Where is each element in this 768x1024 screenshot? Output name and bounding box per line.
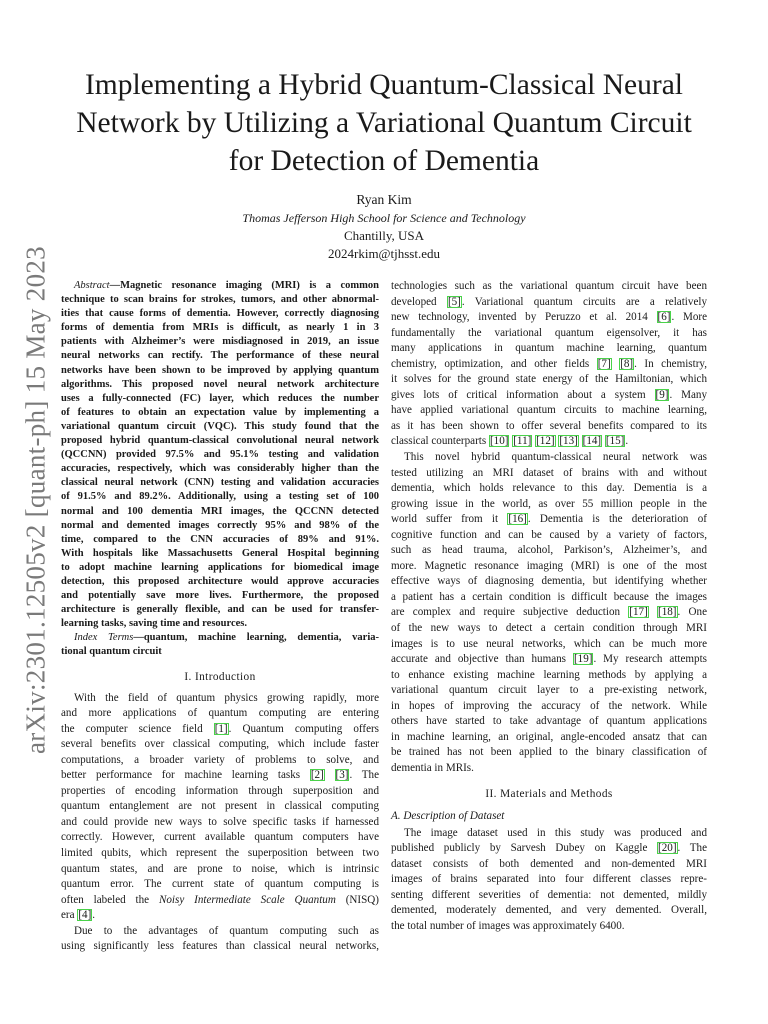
citation-link[interactable]: [19] <box>573 653 593 666</box>
text-line: quantum states, and are prone to noise, which is intrinsic <box>61 862 379 875</box>
text-line: of the new ways to detect a certain condition through MRI <box>391 622 707 635</box>
text-line: demented, moderately demented, and very demented. Overall, <box>391 904 707 917</box>
abstract-line: accuracies, respectively, which was considerably higher than the <box>61 463 379 475</box>
right-column <box>391 279 707 934</box>
text-line: cognitive function and can be caused by a variety of factors, <box>391 528 707 541</box>
text-line: technologies such as the variational quantum circuit have been <box>391 280 707 292</box>
abstract-line: neural networks can rectify. The performance of these neural <box>61 350 379 362</box>
abstract-line: normal and demented images correctly 95% and 98% of the <box>61 519 379 531</box>
text-line: using significantly less features than classical neural networks, <box>61 940 379 953</box>
text-line: and could provide new ways to solve specific tasks if harnessed <box>61 815 379 828</box>
citation-link[interactable]: [11] <box>513 435 532 448</box>
abstract-line: of 91.5% and 89.2%. Additionally, using a testing set of 100 <box>61 491 379 503</box>
citation-link[interactable]: [3] <box>335 769 349 782</box>
section-heading-introduction: I. Introduction <box>184 670 256 683</box>
citation-link[interactable]: [1] <box>214 722 228 735</box>
text-line: published publicly by Sarvesh Dubey on Kaggle [20]. The <box>391 842 707 855</box>
text-line: dementia, which holds relevance to this day. Dementia is a <box>391 482 707 495</box>
author-block <box>0 191 768 263</box>
abstract-line: of features to obtain an expectation value by implementing a <box>61 406 379 418</box>
abstract <box>61 279 379 631</box>
text-line: The image dataset used in this study was produced and <box>404 826 707 839</box>
index-terms-line: tional quantum circuit <box>61 646 162 658</box>
citation-link[interactable]: [5] <box>447 295 461 308</box>
citation-link[interactable]: [7] <box>597 357 611 370</box>
text-line: often labeled the Noisy Intermediate Scale Quantum (NISQ) <box>61 893 379 906</box>
citation-link[interactable]: [8] <box>620 357 634 370</box>
intro-paragraph-3 <box>391 450 707 776</box>
citation-link[interactable]: [2] <box>310 769 324 782</box>
section-heading-materials-methods: II. Materials and Methods <box>485 787 613 800</box>
citation-link[interactable]: [13] <box>559 435 578 448</box>
author-email[interactable]: 2024rkim@tjhsst.edu <box>328 246 440 261</box>
intro-paragraph-2 <box>61 924 379 955</box>
abstract-line: uses a fully-connected (FC) layer, which reduces the number <box>61 392 379 404</box>
abstract-line: time, compared to the CNN accuracies of 89% and 91%. <box>61 533 379 545</box>
text-line: the total number of images was approximately 6400. <box>391 919 625 932</box>
text-line: new technology, invented by Peruzzo et al. 2014 [6]. More <box>391 311 707 324</box>
abstract-label: Abstract <box>74 280 110 291</box>
text-line: many applications in quantum machine learning, quantum <box>391 342 707 355</box>
citation-link[interactable]: [9] <box>655 388 669 401</box>
left-column <box>61 279 379 955</box>
citation-link[interactable]: [14] <box>582 435 602 448</box>
text-line: images is to use neural networks, which can be much more <box>391 637 707 650</box>
paper-title <box>40 66 728 180</box>
author-affiliation: Thomas Jefferson High School for Science and Technology <box>242 211 526 225</box>
abstract-line: classical neural network (CNN) testing and validation accuracies <box>61 477 379 489</box>
arxiv-identifier-text: arXiv:2301.12505v2 [quant-ph] 15 May 2023 <box>20 246 51 754</box>
text-line: be trained has not been applied to the binary classification of <box>391 746 707 759</box>
arxiv-side-identifier <box>14 246 58 754</box>
abstract-line: detection, this proposed architecture would approve accuracies <box>61 575 379 587</box>
index-terms-line: Index Terms—quantum, machine learning, dementia, varia- <box>74 632 379 644</box>
abstract-line: algorithms. This proposed novel neural network architecture <box>61 378 379 390</box>
text-line: are complex and require subjective deduction [17] [18]. One <box>391 606 707 619</box>
text-line: have applied variational quantum circuits to machine learning, <box>391 404 707 417</box>
text-line: as it has been shown to offer several benefits compared to its <box>391 419 707 432</box>
abstract-line: With hospitals like Massachusetts General Hospital beginning <box>61 547 379 559</box>
text-line: properties of encoding information through superposition and <box>61 784 379 797</box>
text-line: it solves for the ground state energy of the Hamiltonian, which <box>391 373 707 386</box>
text-line: such as head trauma, alcohol, Parkison’s, Alzheimer’s, and <box>391 544 707 557</box>
citation-link[interactable]: [10] <box>489 435 509 448</box>
text-line: growing issue in the world, as over 55 million people in the <box>391 497 707 510</box>
author-name: Ryan Kim <box>356 192 412 207</box>
abstract-line: architecture is generally flexible, and can be used for transfer- <box>61 604 379 616</box>
abstract-line: (QCCNN) provided 97.5% and 95.1% testing and validation <box>61 449 379 461</box>
citation-link[interactable]: [15] <box>605 435 625 448</box>
abstract-line: technique to scan brains for strokes, tumors, and other abnormal- <box>61 294 379 306</box>
text-line: dataset consists of both demented and non-demented MRI <box>391 857 707 870</box>
abstract-line: and potentially save more lives. Furthermore, the proposed <box>61 590 379 602</box>
text-line: and more applications of quantum computing are entering <box>61 707 379 720</box>
abstract-line: variational quantum circuit (VQC). This study found that the <box>61 420 379 432</box>
text-line: dementia in MRIs. <box>391 761 474 774</box>
abstract-line: to adopt machine learning applications for biomedical image <box>61 561 379 573</box>
dataset-paragraph <box>391 826 707 935</box>
abstract-line: normal and 100 dementia MRI images, the QCCNN detected <box>61 505 379 517</box>
text-line: variational quantum circuit layer to a pre-existing network, <box>391 684 707 697</box>
citation-link[interactable]: [4] <box>78 909 92 922</box>
text-line: effective ways of diagnosing dementia, but identifying whether <box>391 575 707 588</box>
text-line: in hopes of improving the accuracy of the network. While <box>391 699 707 712</box>
text-line: This novel hybrid quantum-classical neural network was <box>404 451 707 464</box>
citation-link[interactable]: [20] <box>658 842 677 855</box>
citation-link[interactable]: [12] <box>536 435 555 448</box>
title-line: for Detection of Dementia <box>228 145 540 177</box>
text-line: the computer science field [1]. Quantum computing offers <box>61 722 379 735</box>
abstract-line: networks have been shown to be improved by applying quantum <box>61 364 379 376</box>
text-line: developed [5]. Variational quantum circuits are a relatively <box>391 295 707 308</box>
text-line: Due to the advantages of quantum computing such as <box>74 924 379 937</box>
abstract-line: patients with Alzheimer’s were misdiagnosed in 2019, an issue <box>61 336 379 348</box>
title-line: Implementing a Hybrid Quantum-Classical Neural <box>84 69 684 101</box>
abstract-line: ities that cause forms of dementia. However, correctly diagnosing <box>61 308 379 320</box>
text-line: to enhance existing machine learning methods by applying a <box>391 668 707 681</box>
text-line: computations, a broader variety of problems to solve, and <box>61 753 379 766</box>
citation-link[interactable]: [18] <box>658 606 677 619</box>
abstract-line: Abstract—Magnetic resonance imaging (MRI) is a common <box>74 280 379 291</box>
text-line: correctly. However, current available quantum computers have <box>61 831 379 844</box>
text-line: images of brains separated into four different classes repre- <box>391 873 707 886</box>
citation-link[interactable]: [17] <box>629 606 648 619</box>
text-line: more. Magnetic resonance imaging (MRI) is one of the most <box>391 559 707 572</box>
text-line: others have started to take advantage of quantum applications <box>391 715 707 728</box>
text-line: a patient has a certain condition is difficult because the images <box>391 590 707 603</box>
abstract-line: forms of dementia from MRIs is difficult, as nearly 1 in 3 <box>61 322 379 334</box>
abstract-line: learning tasks, saving time and resources. <box>61 618 247 630</box>
text-line: gives lots of critical information about a system [9]. Many <box>391 388 707 401</box>
text-line: quantum entanglement are not present in classical computing <box>61 800 379 813</box>
text-line: limited qubits, which represent the superposition between two <box>61 847 379 859</box>
text-line: With the field of quantum physics growing rapidly, more <box>74 691 379 704</box>
text-line: quantum error. The current state of quantum computing is <box>61 878 379 891</box>
author-location: Chantilly, USA <box>343 228 425 243</box>
text-line: fundamentally the variational quantum eigensolver, it has <box>391 326 707 339</box>
text-line: senting different severities of dementia: not demented, mildly <box>391 888 707 901</box>
text-line: world suffer from it [16]. Dementia is the deterioration of <box>391 513 707 526</box>
index-terms-label: Index Terms <box>74 632 134 644</box>
subsection-heading-dataset: A. Description of Dataset <box>391 809 505 822</box>
text-line: several benefits over classical computing, which include faster <box>61 738 379 751</box>
index-terms <box>61 631 379 659</box>
citation-link[interactable]: [16] <box>508 513 527 526</box>
text-line: chemistry, optimization, and other fields [7] [8]. In chemistry, <box>391 357 707 370</box>
text-line: accurate and objective than humans [19]. My research attempts <box>391 653 707 666</box>
text-line: classical counterparts [10] [11] [12] [13] [14] [15]. <box>391 435 629 448</box>
intro-paragraph-1 <box>61 691 379 924</box>
text-line: in machine learning, an original, angle-encoded ansatz that can <box>391 730 707 743</box>
intro-paragraph-2-continued <box>391 279 707 450</box>
text-line: better performance for machine learning tasks [2] [3]. The <box>61 769 379 782</box>
citation-link[interactable]: [6] <box>657 311 671 324</box>
title-line: Network by Utilizing a Variational Quantum Circuit <box>76 107 692 139</box>
text-line: era [4]. <box>61 909 96 922</box>
text-line: tested utilizing an MRI dataset of brains with and without <box>391 466 707 479</box>
abstract-line: proposed hybrid quantum-classical convolutional neural network <box>61 435 379 447</box>
